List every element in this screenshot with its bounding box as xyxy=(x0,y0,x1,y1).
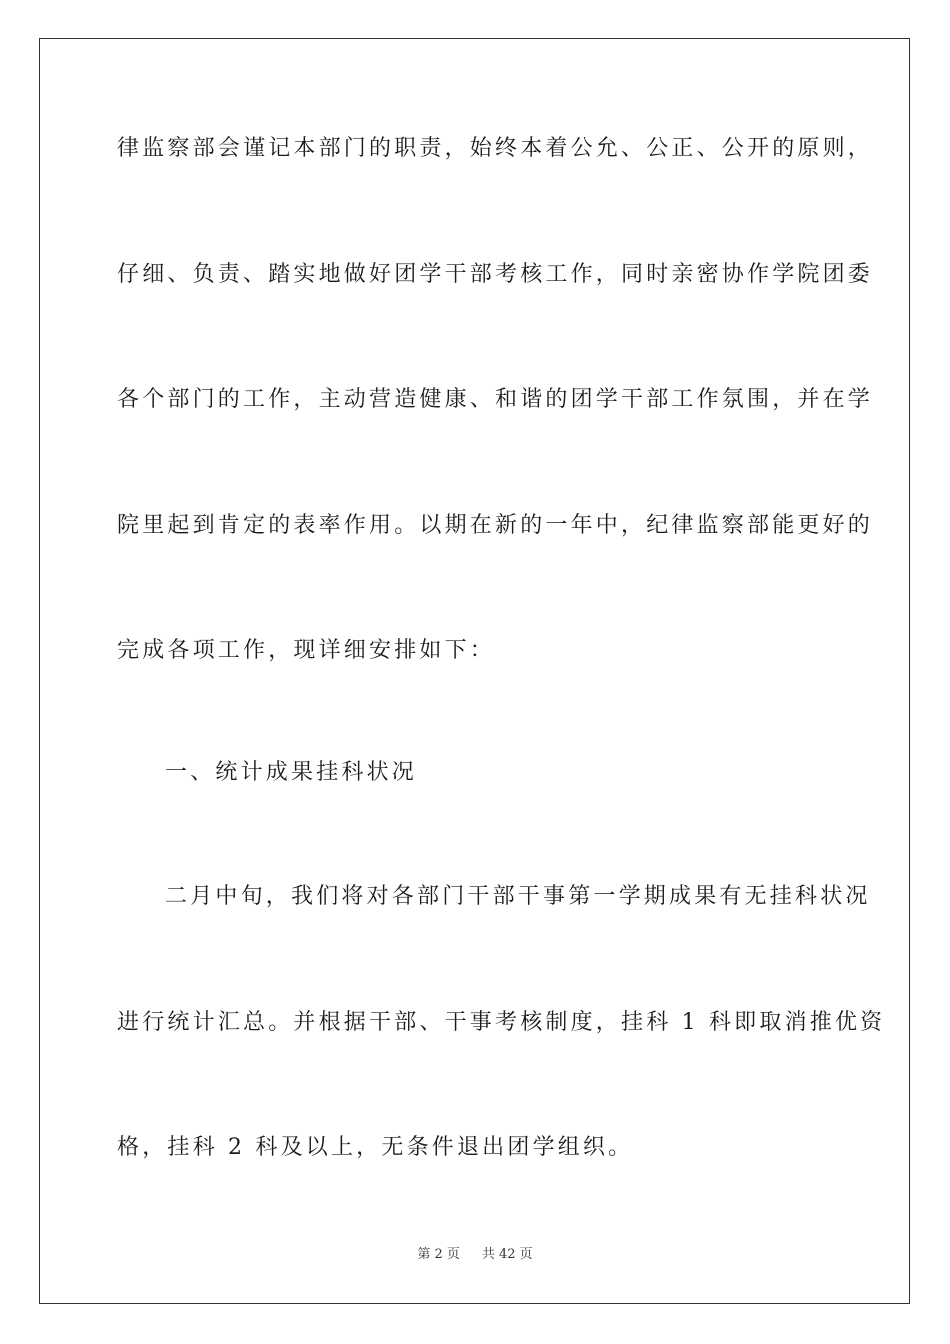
page-total: 共 42 页 xyxy=(481,1247,533,1262)
paragraph-line: 二月中旬，我们将对各部门干部干事第一学期成果有无挂科状况 xyxy=(165,884,871,909)
paragraph-line: 格，挂科 2 科及以上，无条件退出团学组织。 xyxy=(117,1135,634,1160)
paragraph-line: 各个部门的工作，主动营造健康、和谐的团学干部工作氛围，并在学 xyxy=(117,387,874,412)
paragraph-line: 仔细、负责、踏实地做好团学干部考核工作，同时亲密协作学院团委 xyxy=(117,262,874,287)
page-footer xyxy=(0,1246,950,1264)
paragraph-line: 律监察部会谨记本部门的职责，始终本着公允、公正、公开的原则， xyxy=(117,136,874,161)
paragraph-line: 院里起到肯定的表率作用。以期在新的一年中，纪律监察部能更好的 xyxy=(117,513,874,538)
page-number: 第 2 页 xyxy=(417,1247,460,1262)
paragraph-line: 完成各项工作，现详细安排如下： xyxy=(117,638,496,663)
paragraph-line: 进行统计汇总。并根据干部、干事考核制度，挂科 1 科即取消推优资 xyxy=(117,1010,886,1035)
page-border xyxy=(39,38,910,1304)
section-heading: 一、统计成果挂科状况 xyxy=(165,760,418,785)
